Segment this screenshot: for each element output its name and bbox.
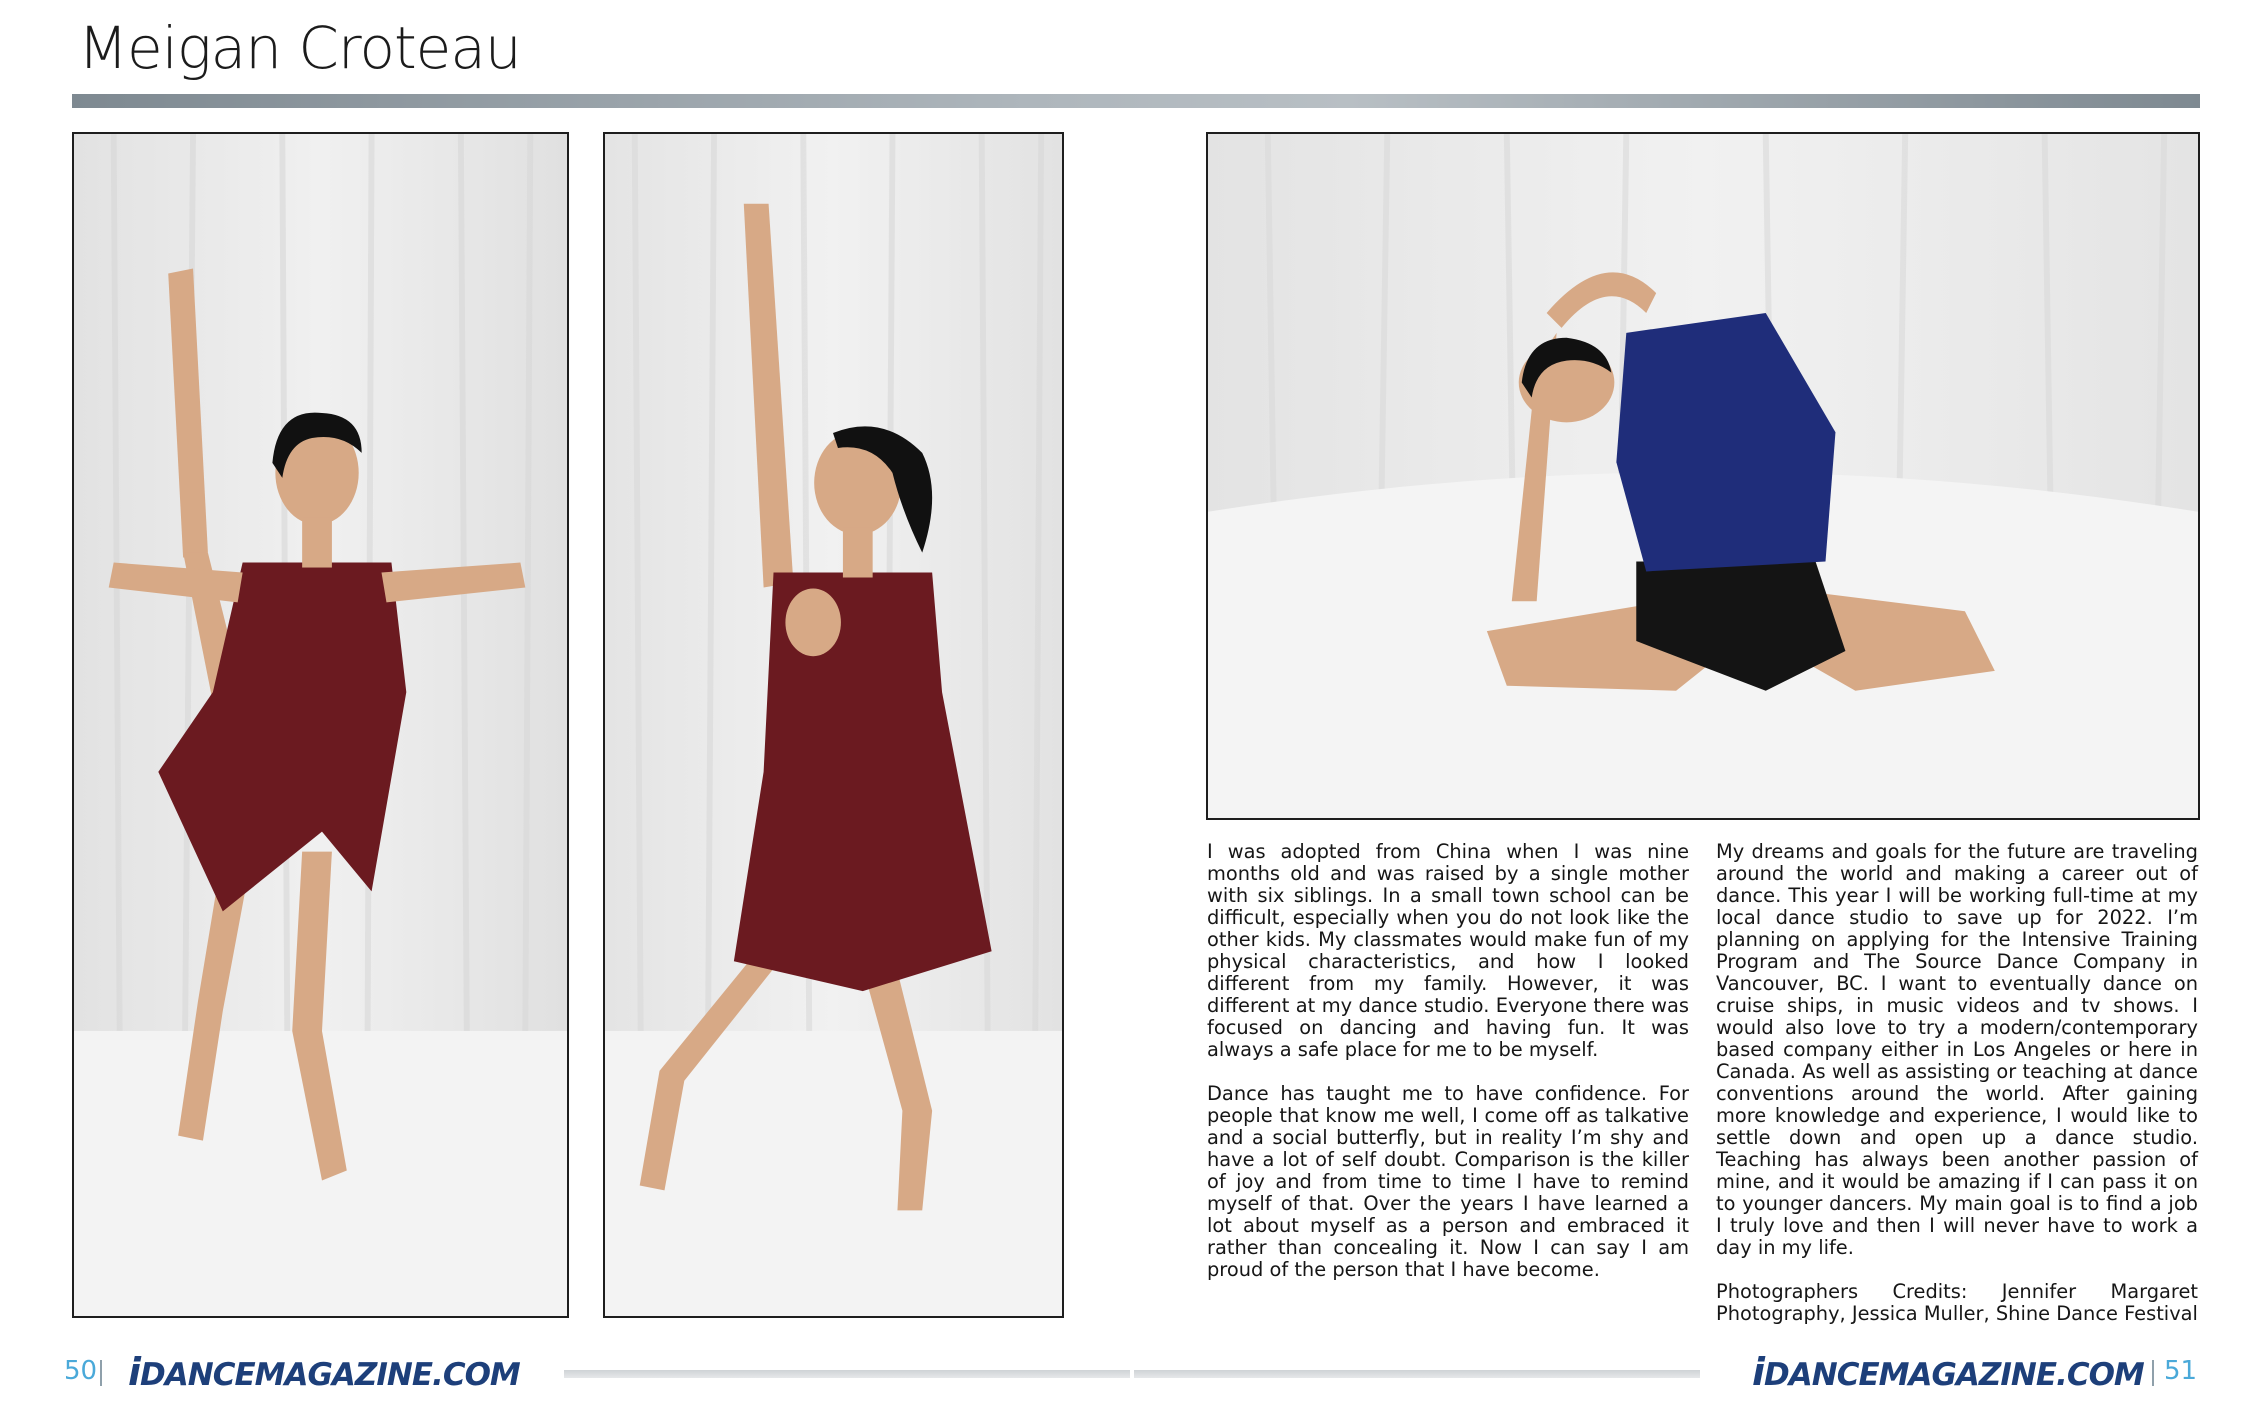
page-number-right: 51 — [2164, 1356, 2198, 1386]
dancer-illustration — [1208, 134, 2198, 818]
article-paragraph: My dreams and goals for the future are traveling around the world and making a career out of dance. This year I will be working full-time at my local dance studio to save up for 2022. I’m planning on applying for the Intensive Training Program and The Source Dance Company in Vancouver, BC. I want to eventually dance on cruise ships, in music videos and tv shows. I would also love to try a modern/contemporary based company either in Los Angeles or here in Canada. As well as assisting or teaching at dance conventions around the world. After gaining more knowledge and experience, I would like to settle down and open up a dance studio. Teaching has always been another passion of mine, and it would be amazing if I can pass it on to younger dancers. My main goal is to find a job I truly love and then I will never have to work a day in my life. — [1716, 840, 2198, 1259]
photo-dancer-seated-backbend — [1206, 132, 2200, 820]
photo-dancer-arm-raised — [603, 132, 1064, 1318]
article-paragraph: Dance has taught me to have confidence. For people that know me well, I come off as talkative and a social butterfly, but in reality I’m shy and have a lot of self doubt. Comparison is the killer of joy and from time to time I have to remind myself of that. Over the years I have learned a lot about myself as a person and embraced it rather than concealing it. Now I can say I am proud of the person that I have become. — [1207, 1082, 1689, 1281]
page-title: Meigan Croteau — [78, 14, 521, 82]
article-column-left — [1207, 841, 1689, 1303]
article-paragraph: I was adopted from China when I was nine months old and was raised by a single mother with six siblings. In a small town school can be difficult, especially when you do not look like the other kids. My classmates would make fun of my physical characteristics, and how I looked different from my family. However, it was different at my dance studio. Everyone there was focused on dancing and having fun. It was always a safe place for me to be myself. — [1207, 840, 1689, 1061]
photo-credits: Photographers Credits: Jennifer Margaret Photography, Jessica Muller, Shine Dance Festival — [1716, 1280, 2198, 1325]
title-divider — [72, 94, 2200, 108]
page-number-left: 50 — [64, 1356, 98, 1386]
footer-separator — [2152, 1360, 2154, 1386]
magazine-logo[interactable] — [1752, 1350, 2144, 1394]
article-column-right — [1716, 841, 2198, 1347]
logo-text: DANCEMAGAZINE.COM — [140, 1357, 520, 1393]
footer-bar — [1134, 1370, 1700, 1378]
footer-separator — [100, 1360, 102, 1386]
logo-text: DANCEMAGAZINE.COM — [1764, 1357, 2144, 1393]
photo-dancer-leg-raised — [72, 132, 569, 1318]
footer-bar — [564, 1370, 1130, 1378]
logo-i: i — [128, 1350, 141, 1394]
magazine-logo[interactable] — [128, 1350, 520, 1394]
logo-i: i — [1752, 1350, 1765, 1394]
dancer-illustration — [74, 134, 567, 1316]
dancer-illustration — [605, 134, 1062, 1316]
